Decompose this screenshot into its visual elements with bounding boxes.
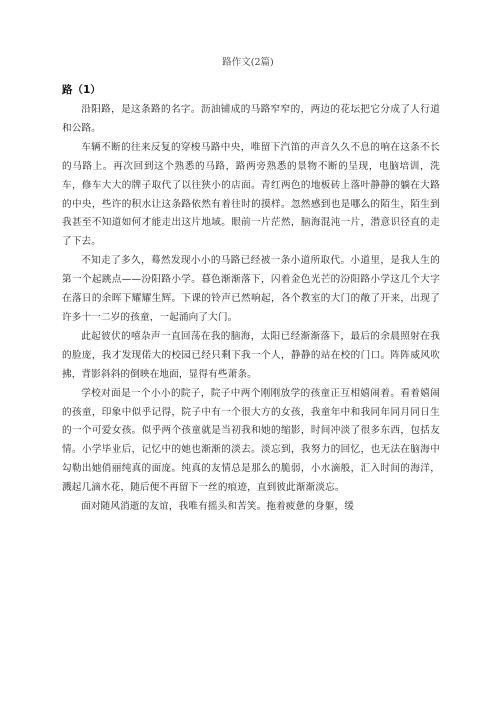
paragraph: 此起彼伏的嘻杂声一直回荡在我的脑海，太阳已经渐渐落下，最后的余晨照射在我的脸庞，我才发现偌大的校园已经只剩下我一个人，静静的站在校的门口。阵阵威风吹拂，背影斜斜的倒映在地面，显得有些萧条。 <box>62 330 440 380</box>
paragraph: 面对随风消逝的友谊，我唯有摇头和苦笑。拖着疲惫的身躯，缓 <box>81 501 355 513</box>
document-title: 路作文(2篇) <box>222 57 274 68</box>
paragraph: 车辆不断的往来反复的穿梭马路中央，唯留下汽笛的声音久久不息的响在这条不长的马路上。再次回到这个熟悉的马路，路两旁熟悉的景物不断的呈现，电脑培训，洗车，修车大大的牌子取代了以往狭小的店面。青红两色的地板砖上落叶静静的躺在大路的中央，些许的积水让这条路依然有着往时的摸样。忽然感到也是哪么的陌生，陌生到我甚至不知道如何才能走出这片地域。眼前一片茫然，脑海混沌一片，潜意识径直的走了下去。 <box>62 141 440 248</box>
article-body <box>62 101 440 517</box>
paragraph: 沿阳路，是这条路的名字。沥油铺成的马路窄窄的，两边的花坛把它分成了人行道和公路。 <box>62 104 440 134</box>
paragraph: 学校对面是一个小小的院子，院子中两个刚刚放学的孩童正互相嬉闹着。看着嬉闹的孩童，印象中似乎记得，院子中有一个很大方的女孩，我童年中和我同年同月同日生的一个可爱女孩。似乎两个孩童就是当初我和她的缩影，时间冲淡了很多东西，包括友情。小学毕业后，记忆中的她也渐渐的淡去。淡忘到，我努力的回忆，也无法在脑海中勾勒出她俏丽纯真的面庞。纯真的友情总是那么的脆弱，小水滴般，汇入时间的海洋，溅起几滴水花，随后便不再留下一丝的痕迹，直到彼此渐渐淡忘。 <box>62 387 440 494</box>
paragraph: 不知走了多久，蓦然发现小小的马路已经被一条小道所取代。小道里，是我人生的第一个起跳点——汾阳路小学。暮色渐渐落下，闪着金色光芒的汾阳路小学这几个大字在落日的余晖下耀耀生辉。下课的铃声已然响起，各个教室的大门的敞了开来，出现了许多十一二岁的孩童，一起涌向了大门。 <box>62 255 440 323</box>
section-heading: 路（1） <box>62 84 101 96</box>
